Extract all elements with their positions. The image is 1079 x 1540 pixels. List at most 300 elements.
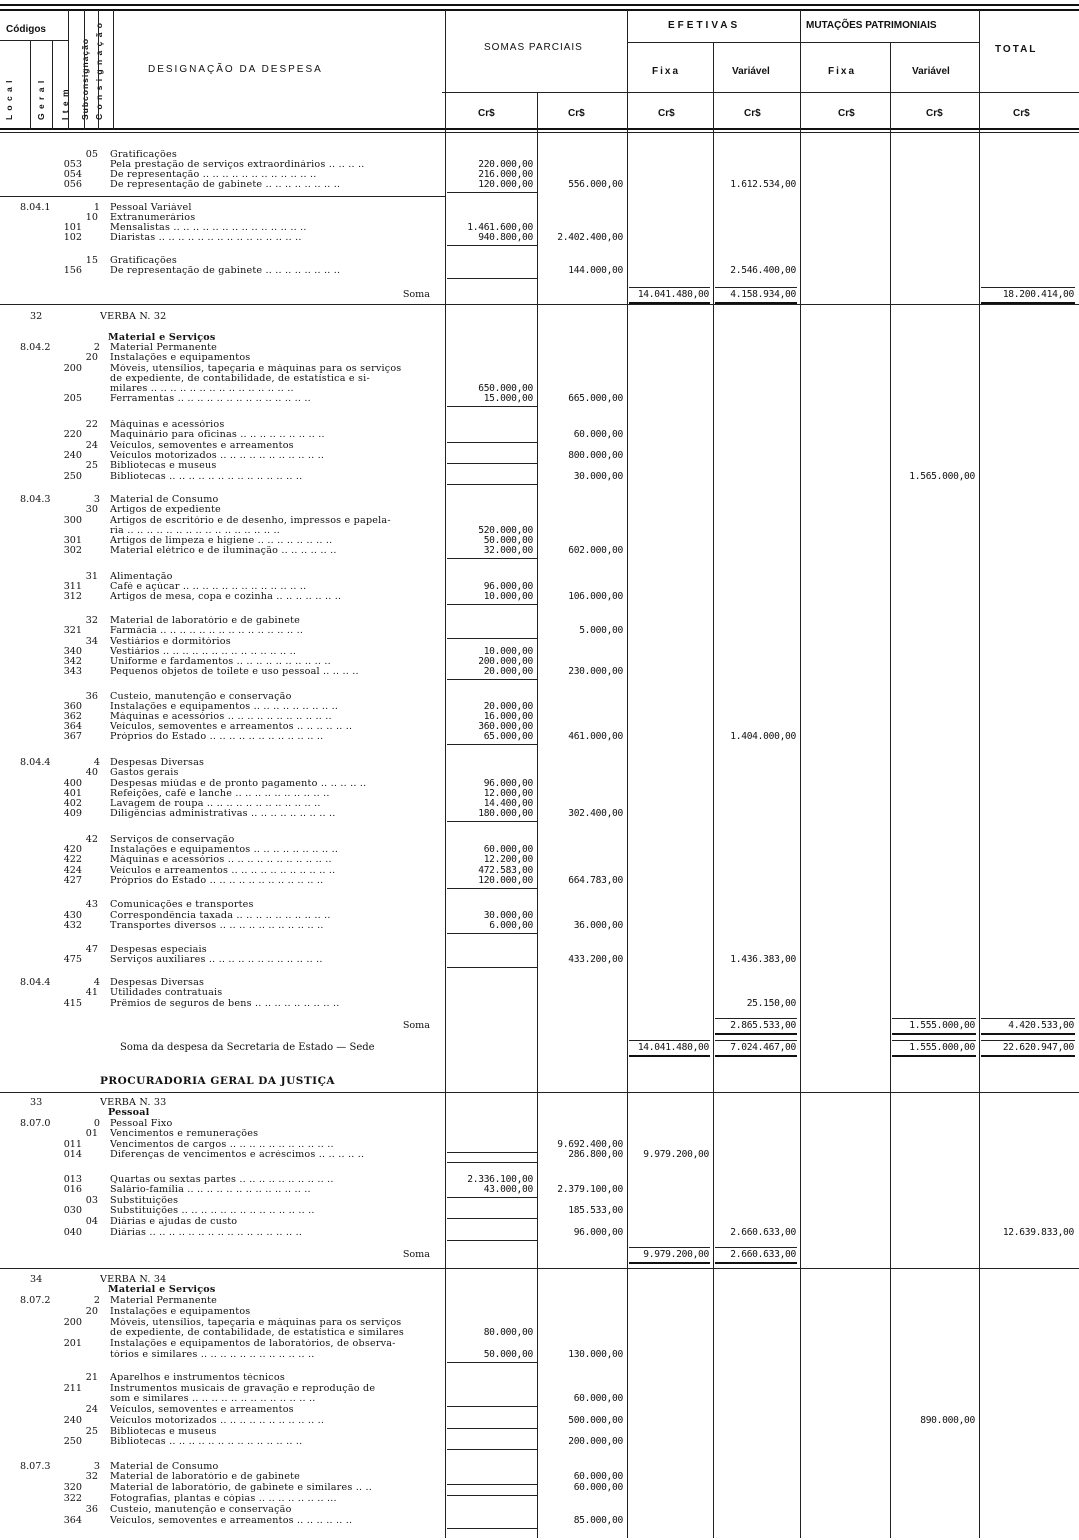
row-designation: Veículos motorizados .. .. .. .. .. .. .. .. .. .. .. — [110, 1416, 325, 1426]
row-designation: Comunicações e transportes — [110, 900, 254, 910]
row-item-code: 05 — [85, 149, 98, 160]
row-designation: Despesas especiais — [110, 945, 207, 955]
column-rule — [979, 10, 980, 1538]
soma-rule-bottom — [629, 1262, 710, 1264]
row-designation: Material e Serviços — [108, 1285, 216, 1295]
row-local-code: 8.04.3 — [20, 494, 51, 505]
row-item-code: 364 — [63, 721, 82, 732]
row-designation: Substituições — [110, 1196, 179, 1206]
row-designation: Despesas miúdas e de pronto pagamento .. .. .. .. .. — [110, 779, 367, 789]
amount-p1: 43.000,00 — [483, 1184, 533, 1195]
amount-p1: 14.400,00 — [483, 798, 533, 809]
row-designation: Artigos de escritório e de desenho, impressos e papela- — [110, 516, 391, 526]
header-divider — [30, 40, 31, 130]
header-mutacoes: MUTAÇÕES PATRIMONIAIS — [806, 20, 937, 31]
row-designation: Artigos de expediente — [110, 505, 221, 515]
row-designation: Instalações e equipamentos — [110, 1307, 251, 1317]
subtotal-rule — [447, 967, 537, 968]
amount-ev: 4.158.934,00 — [730, 289, 796, 300]
row-item-code: 1 — [93, 202, 100, 213]
row-local-code: 33 — [30, 1097, 43, 1108]
row-designation: Ferramentas .. .. .. .. .. .. .. .. .. .. .. .. .. .. — [110, 394, 311, 404]
row-item-code: 20 — [85, 1306, 98, 1317]
row-item-code: 056 — [63, 179, 82, 190]
row-designation: Custeio, manutenção e conservação — [110, 692, 292, 702]
soma-rule-bottom — [981, 1055, 1075, 1057]
row-designation: Pessoal Variável — [110, 203, 192, 213]
row-item-code: 102 — [63, 232, 82, 243]
subtotal-rule — [447, 821, 537, 822]
row-item-code: 200 — [63, 1317, 82, 1328]
row-designation: Gastos gerais — [110, 768, 179, 778]
amount-tot: 22.620.947,00 — [1002, 1042, 1074, 1053]
row-item-code: 240 — [63, 1415, 82, 1426]
row-local-code: 32 — [30, 311, 43, 322]
row-designation: De representação .. .. .. .. .. .. .. .. .. .. .. .. — [110, 170, 317, 180]
subtotal-rule — [447, 406, 537, 407]
amount-p2: 665.000,00 — [568, 393, 623, 404]
amount-ef: 14.041.480,00 — [637, 1042, 709, 1053]
section-heading: PROCURADORIA GERAL DA JUSTIÇA — [100, 1076, 336, 1086]
header-cr-6: Cr$ — [926, 108, 943, 119]
row-designation: Gratificações — [110, 150, 177, 160]
row-item-code: 301 — [63, 535, 82, 546]
header-divider — [113, 10, 114, 130]
row-item-code: 422 — [63, 854, 82, 865]
row-designation: Material de laboratório, de gabinete e similares .. .. — [110, 1483, 372, 1493]
row-item-code: 2 — [93, 342, 100, 353]
row-designation: De representação de gabinete .. .. .. .. .. .. .. .. — [110, 266, 341, 276]
header-fixa-2: Fixa — [828, 66, 857, 77]
soma-label: Soma — [402, 1249, 430, 1260]
row-item-code: 340 — [63, 646, 82, 657]
amount-p2: 185.533,00 — [568, 1205, 623, 1216]
soma-rule-top — [981, 287, 1075, 288]
row-designation: Instrumentos musicais de gravação e reprodução de — [110, 1384, 376, 1394]
row-designation: Transportes diversos .. .. .. .. .. .. .. .. .. .. .. — [110, 921, 324, 931]
subtotal-rule — [447, 1528, 537, 1529]
amount-p1: 12.200,00 — [483, 854, 533, 865]
amount-p2: 30.000,00 — [573, 471, 623, 482]
row-item-code: 47 — [85, 944, 98, 955]
header-fixa: Fixa — [652, 66, 681, 77]
row-designation: VERBA N. 32 — [100, 312, 167, 322]
row-designation: Mensalistas .. .. .. .. .. .. .. .. .. .. .. .. .. .. — [110, 223, 307, 233]
subtotal-rule — [447, 1484, 537, 1485]
amount-p2: 302.400,00 — [568, 808, 623, 819]
row-designation: Material elétrico e de iluminação .. .. .. .. .. .. — [110, 546, 337, 556]
row-designation: Uniforme e fardamentos .. .. .. .. .. .. .. .. .. .. — [110, 657, 331, 667]
row-designation: som e similares .. .. .. .. .. .. .. .. .. .. .. .. .. — [110, 1394, 316, 1404]
row-item-code: 200 — [63, 363, 82, 374]
row-designation: Fotografias, plantas e cópias .. .. .. .. .. .. .. ... — [110, 1494, 337, 1504]
header-bottom-rule — [0, 128, 1079, 130]
subtotal-rule — [447, 1218, 537, 1219]
row-item-code: 320 — [63, 1482, 82, 1493]
row-item-code: 016 — [63, 1184, 82, 1195]
row-item-code: 34 — [85, 636, 98, 647]
row-designation: Máquinas e acessórios .. .. .. .. .. .. .. .. .. .. .. — [110, 855, 332, 865]
row-designation: Substituições .. .. .. .. .. .. .. .. .. .. .. .. .. .. — [110, 1206, 315, 1216]
row-designation: VERBA N. 33 — [100, 1098, 167, 1108]
row-designation: Extranumerários — [110, 213, 196, 223]
subtotal-rule — [447, 558, 537, 559]
row-designation: Veículos motorizados .. .. .. .. .. .. .. .. .. .. .. — [110, 451, 325, 461]
row-item-code: 302 — [63, 545, 82, 556]
row-designation: de expediente, de contabilidade, de estatística e si- — [110, 374, 370, 384]
amount-p2: 461.000,00 — [568, 731, 623, 742]
row-designation: Alimentação — [110, 572, 173, 582]
row-designation: Vestiários .. .. .. .. .. .. .. .. .. .. .. .. .. .. — [110, 647, 297, 657]
amount-p1: 520.000,00 — [478, 525, 533, 536]
row-designation: Bibliotecas e museus — [110, 461, 217, 471]
row-item-code: 402 — [63, 798, 82, 809]
row-item-code: 013 — [63, 1174, 82, 1185]
row-designation: Diaristas .. .. .. .. .. .. .. .. .. .. .. .. .. .. .. — [110, 233, 302, 243]
soma-rule-bottom — [715, 1055, 797, 1057]
amount-p2: 106.000,00 — [568, 591, 623, 602]
amount-p1: 120.000,00 — [478, 875, 533, 886]
amount-p2: 230.000,00 — [568, 666, 623, 677]
header-efetivas: EFETIVAS — [668, 20, 741, 31]
row-local-code: 8.07.3 — [20, 1461, 51, 1472]
column-rule — [800, 10, 801, 1538]
row-item-code: 156 — [63, 265, 82, 276]
row-item-code: 01 — [85, 1128, 98, 1139]
row-item-code: 343 — [63, 666, 82, 677]
soma-rule-top — [892, 1040, 976, 1041]
row-item-code: 32 — [85, 615, 98, 626]
amount-ev: 2.660.633,00 — [730, 1227, 796, 1238]
row-item-code: 364 — [63, 1515, 82, 1526]
row-designation: Correspondência taxada .. .. .. .. .. .. .. .. .. .. — [110, 911, 331, 921]
row-item-code: 311 — [63, 581, 82, 592]
amount-p1: 20.000,00 — [483, 666, 533, 677]
section-separator — [0, 1092, 1079, 1093]
header-total: TOTAL — [995, 44, 1038, 55]
row-designation: Pequenos objetos de toilete e uso pessoal .. .. .. .. — [110, 667, 359, 677]
soma-rule-top — [892, 1018, 976, 1019]
amount-p1: 180.000,00 — [478, 808, 533, 819]
row-item-code: 424 — [63, 865, 82, 876]
soma-rule-top — [981, 1040, 1075, 1041]
amount-p2: 664.783,00 — [568, 875, 623, 886]
header-cr-7: Cr$ — [1013, 108, 1030, 119]
row-designation: Veículos, semoventes e arreamentos — [110, 1405, 294, 1415]
row-designation: Bibliotecas .. .. .. .. .. .. .. .. .. .. .. .. .. .. — [110, 472, 303, 482]
row-designation: Farmácia .. .. .. .. .. .. .. .. .. .. .. .. .. .. .. — [110, 626, 304, 636]
soma-sede-label: Soma da despesa da Secretaria de Estado — Sede — [120, 1042, 375, 1053]
row-designation: Pessoal — [108, 1108, 150, 1118]
subtotal-rule — [447, 278, 537, 279]
subtotal-rule — [447, 463, 537, 464]
row-designation: Material de laboratório e de gabinete — [110, 616, 301, 626]
soma-rule-top — [629, 1247, 710, 1248]
subtotal-rule — [447, 245, 537, 246]
amount-p1: 30.000,00 — [483, 910, 533, 921]
row-item-code: 36 — [85, 1504, 98, 1515]
row-item-code: 342 — [63, 656, 82, 667]
column-rule — [890, 42, 891, 1538]
row-local-code: 8.04.4 — [20, 757, 51, 768]
subtotal-rule — [447, 933, 537, 934]
row-designation: Café e açúcar .. .. .. .. .. .. .. .. .. .. .. .. .. — [110, 582, 307, 592]
row-designation: Próprios do Estado .. .. .. .. .. .. .. .. .. .. .. .. — [110, 876, 324, 886]
subtotal-rule — [447, 192, 537, 193]
row-designation: Vestiários e dormitórios — [110, 637, 231, 647]
amount-p1: 15.000,00 — [483, 393, 533, 404]
row-item-code: 420 — [63, 844, 82, 855]
header-cr-4: Cr$ — [744, 108, 761, 119]
amount-p1: 360.000,00 — [478, 721, 533, 732]
row-designation: Vencimentos e remunerações — [110, 1129, 259, 1139]
row-designation: Máquinas e acessórios .. .. .. .. .. .. .. .. .. .. .. — [110, 712, 332, 722]
amount-p1: 1.461.600,00 — [467, 222, 533, 233]
amount-p2: 2.402.400,00 — [557, 232, 623, 243]
amount-p1: 20.000,00 — [483, 701, 533, 712]
amount-p1: 32.000,00 — [483, 545, 533, 556]
section-separator — [0, 1268, 1079, 1269]
section-separator — [0, 196, 445, 197]
row-item-code: 30 — [85, 504, 98, 515]
amount-p2: 433.200,00 — [568, 954, 623, 965]
row-item-code: 3 — [93, 1461, 100, 1472]
row-designation: Material de laboratório e de gabinete — [110, 1472, 301, 1482]
soma-label: Soma — [402, 1020, 430, 1031]
row-local-code: 34 — [30, 1274, 43, 1285]
amount-mv: 1.555.000,00 — [909, 1020, 975, 1031]
top-rule — [0, 4, 1079, 6]
row-designation: Bibliotecas e museus — [110, 1427, 217, 1437]
amount-p1: 120.000,00 — [478, 179, 533, 190]
row-designation: Maquinário para oficinas .. .. .. .. .. .. .. .. .. — [110, 430, 325, 440]
header-variavel: Variável — [732, 66, 770, 77]
amount-p1: 50.000,00 — [483, 535, 533, 546]
amount-ef: 9.979.200,00 — [643, 1149, 709, 1160]
subtotal-rule — [447, 1152, 537, 1153]
row-local-code: 8.04.1 — [20, 202, 51, 213]
amount-ev: 1.612.534,00 — [730, 179, 796, 190]
row-designation: Lavagem de roupa .. .. .. .. .. .. .. .. .. .. .. .. — [110, 799, 321, 809]
row-item-code: 300 — [63, 515, 82, 526]
amount-p1: 472.583,00 — [478, 865, 533, 876]
subtotal-rule — [447, 604, 537, 605]
row-item-code: 250 — [63, 471, 82, 482]
column-rule — [445, 10, 446, 1538]
amount-tot: 18.200.414,00 — [1002, 289, 1074, 300]
row-item-code: 040 — [63, 1227, 82, 1238]
row-item-code: 427 — [63, 875, 82, 886]
row-item-code: 24 — [85, 1404, 98, 1415]
row-designation: Bibliotecas .. .. .. .. .. .. .. .. .. .. .. .. .. .. — [110, 1437, 303, 1447]
amount-p1: 2.336.100,00 — [467, 1174, 533, 1185]
soma-rule-bottom — [715, 1033, 797, 1035]
row-item-code: 4 — [93, 977, 100, 988]
amount-p2: 602.000,00 — [568, 545, 623, 556]
row-item-code: 240 — [63, 450, 82, 461]
header-geral: G e r a l — [36, 79, 46, 120]
amount-p2: 96.000,00 — [573, 1227, 623, 1238]
amount-p2: 9.692.400,00 — [557, 1139, 623, 1150]
row-designation: Móveis, utensílios, tapeçaria e máquinas para os serviços — [110, 1318, 402, 1328]
row-designation: Quartas ou sextas partes .. .. .. .. .. .. .. .. .. .. — [110, 1175, 334, 1185]
subtotal-rule — [447, 679, 537, 680]
amount-p2: 60.000,00 — [573, 1471, 623, 1482]
soma-rule-bottom — [892, 1055, 976, 1057]
row-designation: de expediente, de contabilidade, de estatística e similares — [110, 1328, 404, 1338]
row-item-code: 32 — [85, 1471, 98, 1482]
soma-rule-top — [981, 1018, 1075, 1019]
column-rule — [627, 10, 628, 1538]
row-item-code: 42 — [85, 834, 98, 845]
amount-p2: 200.000,00 — [568, 1436, 623, 1447]
amount-p1: 60.000,00 — [483, 844, 533, 855]
amount-p1: 50.000,00 — [483, 1349, 533, 1360]
header-cr-3: Cr$ — [658, 108, 675, 119]
row-designation: tórios e similares .. .. .. .. .. .. .. .. .. .. .. .. — [110, 1350, 315, 1360]
amount-p2: 286.800,00 — [568, 1149, 623, 1160]
row-designation: Veículos, semoventes e arreamentos — [110, 441, 294, 451]
soma-rule-bottom — [981, 1033, 1075, 1035]
row-designation: Instalações e equipamentos .. .. .. .. .. .. .. .. .. — [110, 845, 339, 855]
header-bottom-rule-2 — [0, 132, 1079, 133]
row-designation: Despesas Diversas — [110, 758, 205, 768]
row-item-code: 10 — [85, 212, 98, 223]
subtotal-rule — [447, 638, 537, 639]
row-designation: Despesas Diversas — [110, 978, 205, 988]
row-item-code: 432 — [63, 920, 82, 931]
amount-p1: 216.000,00 — [478, 169, 533, 180]
amount-p1: 940.800,00 — [478, 232, 533, 243]
amount-p2: 800.000,00 — [568, 450, 623, 461]
row-designation: Serviços de conservação — [110, 835, 235, 845]
header-divider — [68, 10, 69, 130]
row-designation: Instalações e equipamentos — [110, 353, 251, 363]
amount-p2: 60.000,00 — [573, 1482, 623, 1493]
amount-p1: 220.000,00 — [478, 159, 533, 170]
subtotal-rule — [447, 744, 537, 745]
row-item-code: 4 — [93, 757, 100, 768]
amount-ev: 2.660.633,00 — [730, 1249, 796, 1260]
header-divider — [52, 40, 53, 130]
amount-p1: 65.000,00 — [483, 731, 533, 742]
row-designation: Veículos e arreamentos .. .. .. .. .. .. .. .. .. .. .. — [110, 866, 336, 876]
row-item-code: 054 — [63, 169, 82, 180]
row-item-code: 40 — [85, 767, 98, 778]
header-divider — [98, 10, 99, 130]
subtotal-rule — [447, 1362, 537, 1363]
row-item-code: 31 — [85, 571, 98, 582]
row-item-code: 360 — [63, 701, 82, 712]
soma-rule-bottom — [715, 1262, 797, 1264]
row-item-code: 322 — [63, 1493, 82, 1504]
subtotal-rule — [447, 1428, 537, 1429]
soma-label: Soma — [402, 289, 430, 300]
subheader-rule — [628, 42, 980, 43]
subtotal-rule — [447, 484, 537, 485]
row-designation: Aparelhos e instrumentos técnicos — [110, 1373, 285, 1383]
row-designation: Artigos de limpeza e higiene .. .. .. .. .. .. .. .. — [110, 536, 333, 546]
amount-p1: 650.000,00 — [478, 383, 533, 394]
codigos-rule — [0, 40, 68, 41]
row-item-code: 04 — [85, 1216, 98, 1227]
header-consignacao: C o n s i g n a ç ã o — [94, 22, 104, 120]
row-local-code: 8.07.2 — [20, 1295, 51, 1306]
amount-p1: 96.000,00 — [483, 778, 533, 789]
row-item-code: 03 — [85, 1195, 98, 1206]
amount-ev: 7.024.467,00 — [730, 1042, 796, 1053]
row-designation: Salário-família .. .. .. .. .. .. .. .. .. .. .. .. .. — [110, 1185, 311, 1195]
soma-rule-top — [629, 1040, 710, 1041]
row-designation: Artigos de mesa, copa e cozinha .. .. .. .. .. .. .. — [110, 592, 342, 602]
row-designation: Instalações e equipamentos .. .. .. .. .. .. .. .. .. — [110, 702, 339, 712]
row-item-code: 21 — [85, 1372, 98, 1383]
row-item-code: 415 — [63, 998, 82, 1009]
row-local-code: 8.04.4 — [20, 977, 51, 988]
row-local-code: 8.07.0 — [20, 1118, 51, 1129]
row-designation: Material e Serviços — [108, 333, 216, 343]
amount-p2: 144.000,00 — [568, 265, 623, 276]
row-designation: Pela prestação de serviços extraordinários .. .. .. .. — [110, 160, 365, 170]
amount-ev: 2.546.400,00 — [730, 265, 796, 276]
section-separator — [0, 304, 1079, 305]
subtotal-rule — [447, 1162, 537, 1163]
row-item-code: 430 — [63, 910, 82, 921]
subtotal-rule — [447, 1495, 537, 1496]
soma-rule-top — [715, 1040, 797, 1041]
row-item-code: 401 — [63, 788, 82, 799]
row-item-code: 201 — [63, 1338, 82, 1349]
column-rule — [537, 92, 538, 1538]
row-item-code: 36 — [85, 691, 98, 702]
row-item-code: 25 — [85, 460, 98, 471]
row-item-code: 011 — [63, 1139, 82, 1150]
amount-ev: 2.865.533,00 — [730, 1020, 796, 1031]
header-divider — [84, 10, 85, 130]
amount-tot: 12.639.833,00 — [1002, 1227, 1074, 1238]
amount-p2: 85.000,00 — [573, 1515, 623, 1526]
header-cr-1: Cr$ — [478, 108, 495, 119]
row-item-code: 250 — [63, 1436, 82, 1447]
row-item-code: 3 — [93, 494, 100, 505]
row-item-code: 014 — [63, 1149, 82, 1160]
soma-rule-top — [715, 1018, 797, 1019]
row-item-code: 362 — [63, 711, 82, 722]
amount-p1: 80.000,00 — [483, 1327, 533, 1338]
row-item-code: 41 — [85, 987, 98, 998]
amount-tot: 4.420.533,00 — [1008, 1020, 1074, 1031]
row-item-code: 030 — [63, 1205, 82, 1216]
header-cr-5: Cr$ — [838, 108, 855, 119]
row-item-code: 15 — [85, 255, 98, 266]
row-item-code: 220 — [63, 429, 82, 440]
row-designation: Veículos, semoventes e arreamentos .. .. .. .. .. .. — [110, 722, 353, 732]
soma-rule-bottom — [892, 1033, 976, 1035]
subtotal-rule — [447, 442, 537, 443]
row-item-code: 312 — [63, 591, 82, 602]
header-subconsignacao: Subconsignação — [80, 37, 90, 120]
row-designation: De representação de gabinete .. .. .. .. .. .. .. .. — [110, 180, 341, 190]
row-item-code: 101 — [63, 222, 82, 233]
row-designation: Diárias .. .. .. .. .. .. .. .. .. .. .. .. .. .. .. .. — [110, 1228, 303, 1238]
amount-ef: 9.979.200,00 — [643, 1249, 709, 1260]
row-item-code: 211 — [63, 1383, 82, 1394]
soma-rule-top — [715, 287, 797, 288]
row-designation: Prêmios de seguros de bens .. .. .. .. .. .. .. .. .. — [110, 999, 340, 1009]
row-designation: Próprios do Estado .. .. .. .. .. .. .. .. .. .. .. .. — [110, 732, 324, 742]
row-item-code: 409 — [63, 808, 82, 819]
row-designation: VERBA N. 34 — [100, 1275, 167, 1285]
